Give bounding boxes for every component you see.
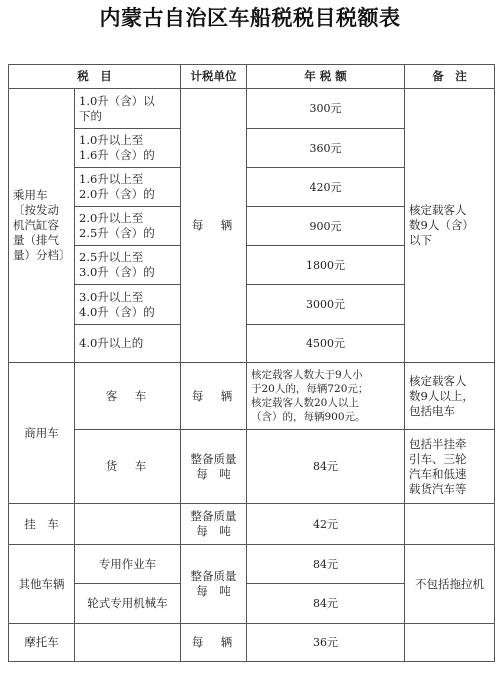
header-item: 税 目 [9,65,181,89]
passenger-amount: 300元 [247,89,405,129]
table-row [9,545,495,584]
passenger-note: 核定载客人 数9人（含） 以下 [405,89,495,363]
table-header-row [9,65,495,89]
motorcycle-unit: 每 辆 [181,624,247,662]
table-row [9,624,495,662]
trailer-amount: 42元 [247,504,405,545]
passenger-range: 3.0升以上至 4.0升（含）的 [75,285,181,325]
passenger-amount: 900元 [247,207,405,246]
bus-name: 客 车 [75,363,181,430]
passenger-amount: 360元 [247,129,405,168]
trailer-empty [75,504,181,545]
bus-note: 核定载客人 数9人以上， 包括电车 [405,363,495,430]
trailer-note [405,504,495,545]
motorcycle-amount: 36元 [247,624,405,662]
tax-table [8,64,495,662]
other-name: 专用作业车 [75,545,181,584]
page-title: 内蒙古自治区车船税税目税额表 [99,6,401,30]
passenger-range: 4.0升以上的 [75,325,181,363]
header-note: 备 注 [405,65,495,89]
truck-amount: 84元 [247,430,405,504]
motorcycle-empty [75,624,181,662]
passenger-range: 1.6升以上至 2.0升（含）的 [75,168,181,207]
passenger-range: 1.0升以上至 1.6升（含）的 [75,129,181,168]
bus-amount: 核定载客人数大于9人小 于20人的，每辆720元； 核定载客人数20人以上 （含）的，每辆900元。 [247,363,405,430]
motorcycle-category: 摩托车 [9,624,75,662]
passenger-range: 2.5升以上至 3.0升（含）的 [75,246,181,285]
passenger-amount: 420元 [247,168,405,207]
truck-note: 包括半挂牵 引车、三轮 汽车和低速 载货汽车等 [405,430,495,504]
passenger-range: 2.0升以上至 2.5升（含）的 [75,207,181,246]
commercial-category: 商用车 [9,363,75,504]
motorcycle-note [405,624,495,662]
passenger-amount: 3000元 [247,285,405,325]
passenger-category: 乘用车 〔按发动 机汽缸容 量（排气 量）分档〕 [9,89,75,363]
passenger-amount: 4500元 [247,325,405,363]
header-amount: 年 税 额 [247,65,405,89]
passenger-amount: 1800元 [247,246,405,285]
other-note: 不包括拖拉机 [405,545,495,624]
truck-unit: 整备质量 每 吨 [181,430,247,504]
other-name: 轮式专用机械车 [75,584,181,624]
other-amount: 84元 [247,545,405,584]
bus-unit: 每 辆 [181,363,247,430]
passenger-range: 1.0升（含）以 下的 [75,89,181,129]
table-row [9,89,495,129]
other-category: 其他车辆 [9,545,75,624]
truck-name: 货 车 [75,430,181,504]
other-amount: 84元 [247,584,405,624]
table-row [9,504,495,545]
table-row [9,430,495,504]
header-unit: 计税单位 [181,65,247,89]
other-unit: 整备质量 每 吨 [181,545,247,624]
trailer-category: 挂 车 [9,504,75,545]
trailer-unit: 整备质量 每 吨 [181,504,247,545]
passenger-unit: 每 辆 [181,89,247,363]
table-row [9,363,495,430]
